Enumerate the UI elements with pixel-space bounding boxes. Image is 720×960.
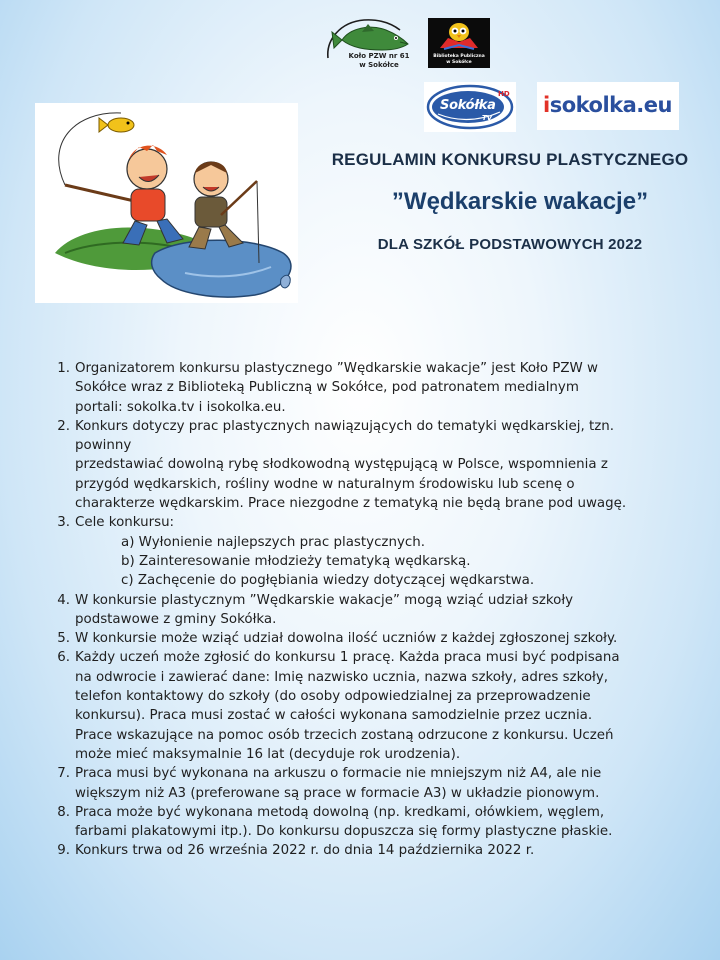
- rule-line: większym niż A3 (preferowane są prace w formacie A3) w układzie pionowym.: [75, 785, 600, 801]
- rule-line: Organizatorem konkursu plastycznego ”Wędkarskie wakacje” jest Koło PZW w: [75, 361, 598, 376]
- audience-heading: DLA SZKÓŁ PODSTAWOWYCH 2022: [377, 236, 643, 253]
- page-title: REGULAMIN KONKURSU PLASTYCZNEGO: [331, 150, 689, 169]
- rule-line: Cele konkursu:: [75, 515, 175, 531]
- rule-line: na odwrocie i zawierać dane: Imię nazwisko ucznia, nazwa szkoły, adres szkoły,: [75, 669, 609, 685]
- rule-item: [45, 591, 705, 630]
- rule-number: 6.: [57, 650, 70, 666]
- rule-line: portali: sokolka.tv i isokolka.eu.: [75, 399, 286, 415]
- rule-number: 3.: [57, 515, 70, 531]
- contest-name: ”Wędkarskie wakacje”: [391, 188, 649, 215]
- rule-subitem: a) Wyłonienie najlepszych prac plastycznych.: [121, 534, 425, 550]
- boys-fishing-icon: [35, 103, 298, 303]
- rule-line: telefon kontaktowy do szkoły (do osoby odpowiedzialnej za przeprowadzenie: [75, 689, 591, 705]
- rule-number: 9.: [57, 843, 70, 859]
- rule-number: 4.: [57, 592, 70, 608]
- rule-item: [45, 513, 705, 590]
- rule-line: Sokółce wraz z Biblioteką Publiczną w Sokółce, pod patronatem medialnym: [75, 380, 579, 396]
- rule-number: 5.: [57, 631, 70, 647]
- library-logo: [428, 18, 490, 68]
- rule-item: [45, 648, 705, 764]
- rule-number: 2.: [57, 418, 70, 434]
- rule-line: farbami plakatowymi itp.). Do konkursu dopuszcza się formy plastyczne płaskie.: [75, 824, 613, 840]
- rule-subitem: b) Zainteresowanie młodzieży tematyką wędkarską.: [121, 553, 471, 569]
- rule-subitem: c) Zachęcenie do pogłębiania wiedzy dotyczącej wędkarstwa.: [121, 573, 535, 589]
- isokolka-logo: [537, 82, 679, 130]
- rule-item: [45, 803, 705, 842]
- tv-logo-name: Sokółka: [440, 98, 496, 113]
- rule-line: Prace wskazujące na pomoc osób trzecich zostaną odrzucone z konkursu. Uczeń: [75, 727, 614, 743]
- pzw-logo: [322, 14, 420, 76]
- rule-item: [45, 629, 705, 648]
- rule-item: [45, 841, 705, 860]
- isokolka-logo-text: isokolka.eu: [543, 93, 672, 117]
- rule-line: W konkursie może wziąć udział dowolna ilość uczniów z każdej zgłoszonej szkoły.: [75, 631, 618, 647]
- owl-logo-icon: [428, 18, 490, 54]
- tv-logo-hd: HD: [498, 90, 510, 98]
- rule-line: W konkursie plastycznym ”Wędkarskie wakacje” mogą wziąć udział szkoły: [75, 592, 574, 608]
- rule-line: przedstawiać dowolną rybę słodkowodną występującą w Polsce, wspomnienia z: [75, 457, 608, 473]
- rule-line: Konkurs dotyczy prac plastycznych nawiązujących do tematyki wędkarskiej, tzn.: [75, 418, 614, 434]
- rule-line: Praca może być wykonana metodą dowolną (np. kredkami, ołówkiem, węglem,: [75, 804, 605, 820]
- rule-line: Praca musi być wykonana na arkuszu o formacie nie mniejszym niż A4, ale nie: [75, 766, 602, 782]
- rule-item: [45, 764, 705, 803]
- rule-line: powinny: [75, 438, 132, 454]
- rule-line: podstawowe z gminy Sokółka.: [75, 611, 277, 627]
- rule-item: [45, 359, 705, 417]
- rule-line: przygód wędkarskich, rośliny wodne w naturalnym środowisku lub scenę o: [75, 476, 575, 492]
- rule-line: Każdy uczeń może zgłosić do konkursu 1 pracę. Każda praca musi być podpisana: [75, 650, 620, 666]
- rules-list: [45, 359, 705, 861]
- pzw-logo-text: Koło PZW nr 61 w Sokółce: [348, 52, 410, 69]
- rule-line: konkursu). Praca musi zostać w całości wykonana samodzielnie przez ucznia.: [75, 708, 593, 724]
- rule-line: Konkurs trwa od 26 września 2022 r. do dnia 14 października 2022 r.: [75, 843, 535, 859]
- library-logo-text: Biblioteka Publiczna w Sokółce: [433, 54, 485, 65]
- rule-number: 1.: [57, 361, 70, 376]
- rule-line: może mieć maksymalnie 16 lat (decyduje rok urodzenia).: [75, 746, 461, 762]
- rule-number: 8.: [57, 804, 70, 820]
- boys-fishing-illustration: [35, 103, 298, 303]
- rule-number: 7.: [57, 766, 70, 782]
- rule-line: charakterze wędkarskim. Prace niezgodne z tematyką nie będą brane pod uwagę.: [75, 496, 627, 512]
- rule-item: [45, 417, 705, 513]
- tv-logo-letter: TV: [482, 114, 493, 122]
- sokolka-tv-logo: [424, 82, 516, 132]
